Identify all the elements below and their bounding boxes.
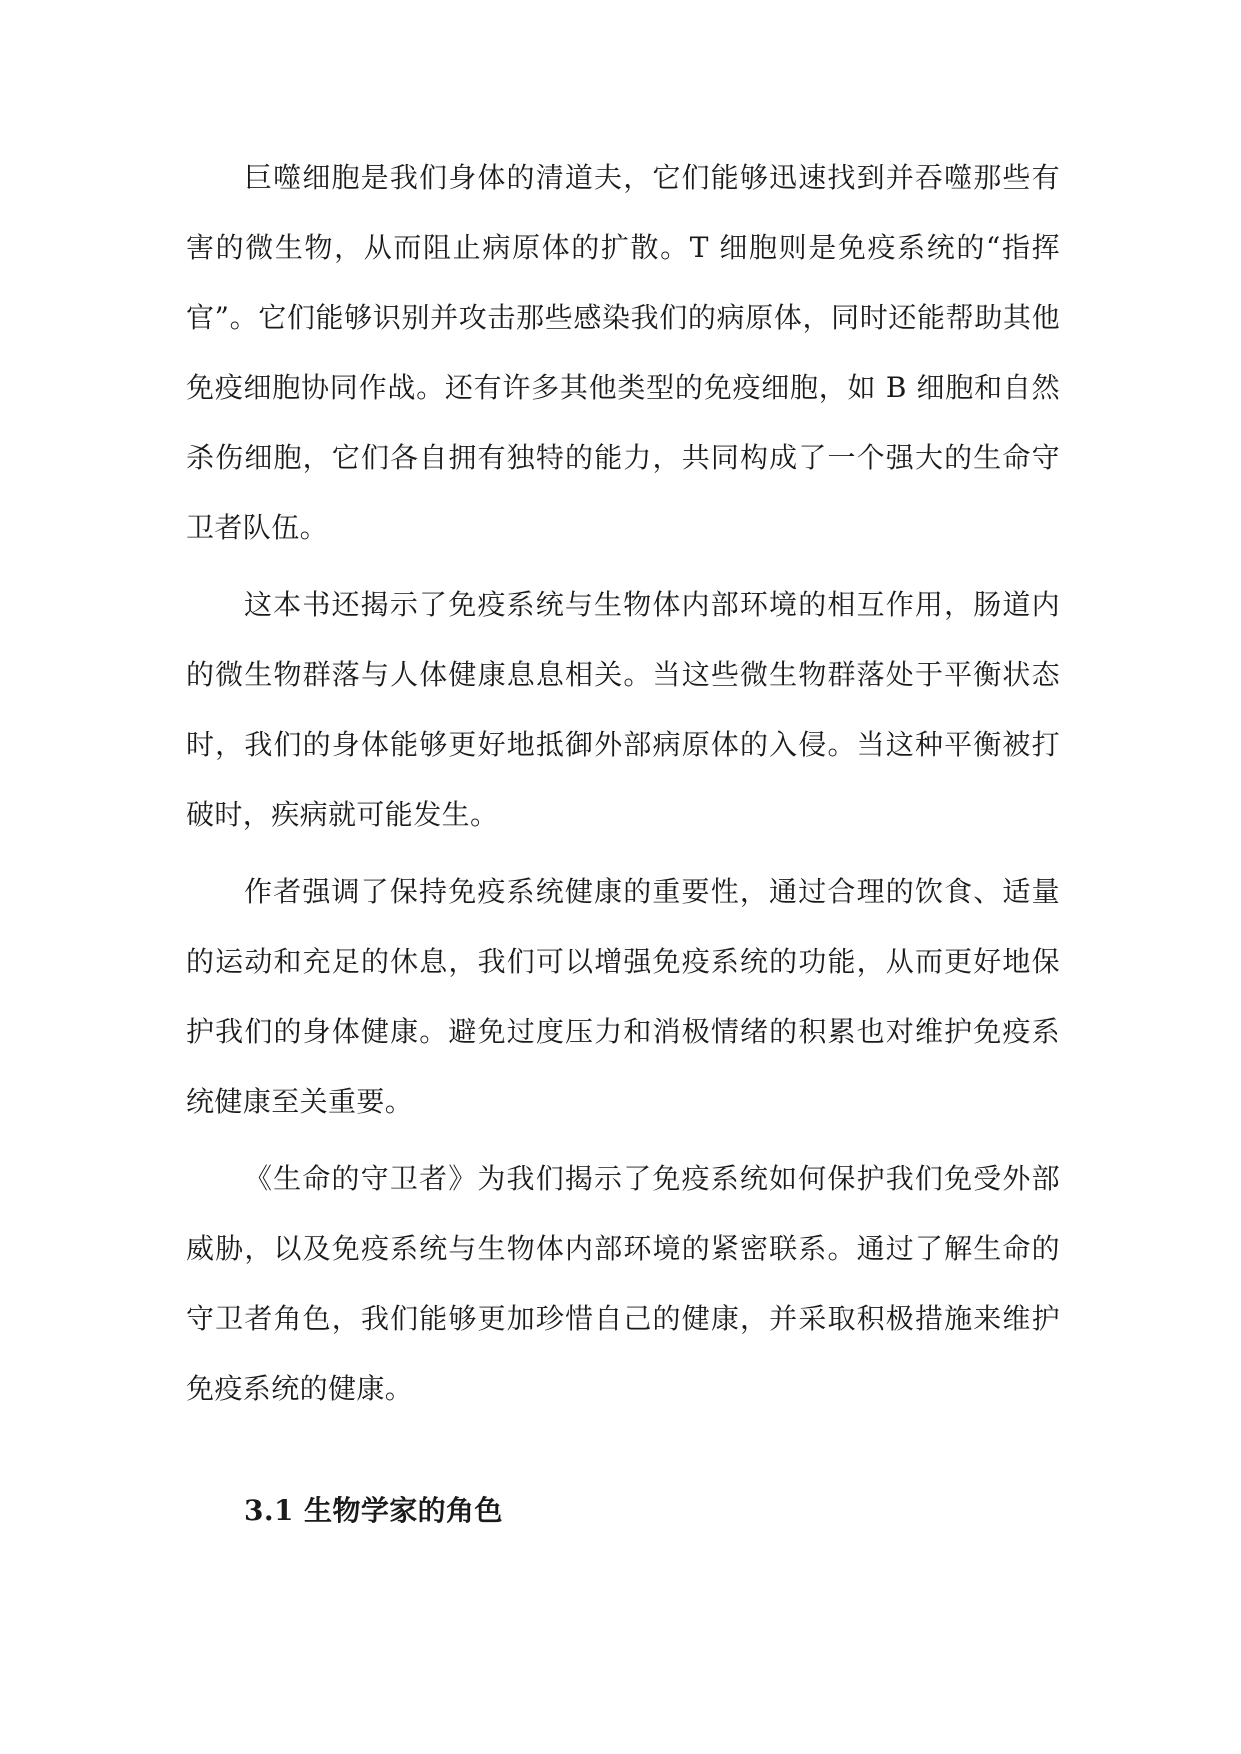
paragraph-book-summary: 《生命的守卫者》为我们揭示了免疫系统如何保护我们免受外部威胁，以及免疫系统与生物体内部环境的紧密联系。通过了解生命的守卫者角色，我们能够更加珍惜自己的健康，并采取积极措施来维护免疫系统的健康。 bbox=[186, 1162, 1060, 1405]
paragraph-immune-health: 作者强调了保持免疫系统健康的重要性，通过合理的饮食、适量的运动和充足的休息，我们可以增强免疫系统的功能，从而更好地保护我们的身体健康。避免过度压力和消极情绪的积累也对维护免疫系统健康至关重要。 bbox=[186, 875, 1060, 1118]
document-body bbox=[186, 143, 1060, 1546]
section-heading: 3.1 生物学家的角色 bbox=[244, 1494, 503, 1527]
paragraph-gut-microbiome: 这本书还揭示了免疫系统与生物体内部环境的相互作用，肠道内的微生物群落与人体健康息息相关。当这些微生物群落处于平衡状态时，我们的身体能够更好地抵御外部病原体的入侵。当这种平衡被打破时，疾病就可能发生。 bbox=[186, 588, 1060, 831]
paragraph-immune-cells: 巨噬细胞是我们身体的清道夫，它们能够迅速找到并吞噬那些有害的微生物，从而阻止病原体的扩散。T 细胞则是免疫系统的“指挥官”。它们能够识别并攻击那些感染我们的病原体，同时还能帮助其他免疫细胞协同作战。还有许多其他类型的免疫细胞，如 B 细胞和自然杀伤细胞，它们各自拥有独特的能力，共同构成了一个强大的生命守卫者队伍。 bbox=[186, 161, 1060, 544]
